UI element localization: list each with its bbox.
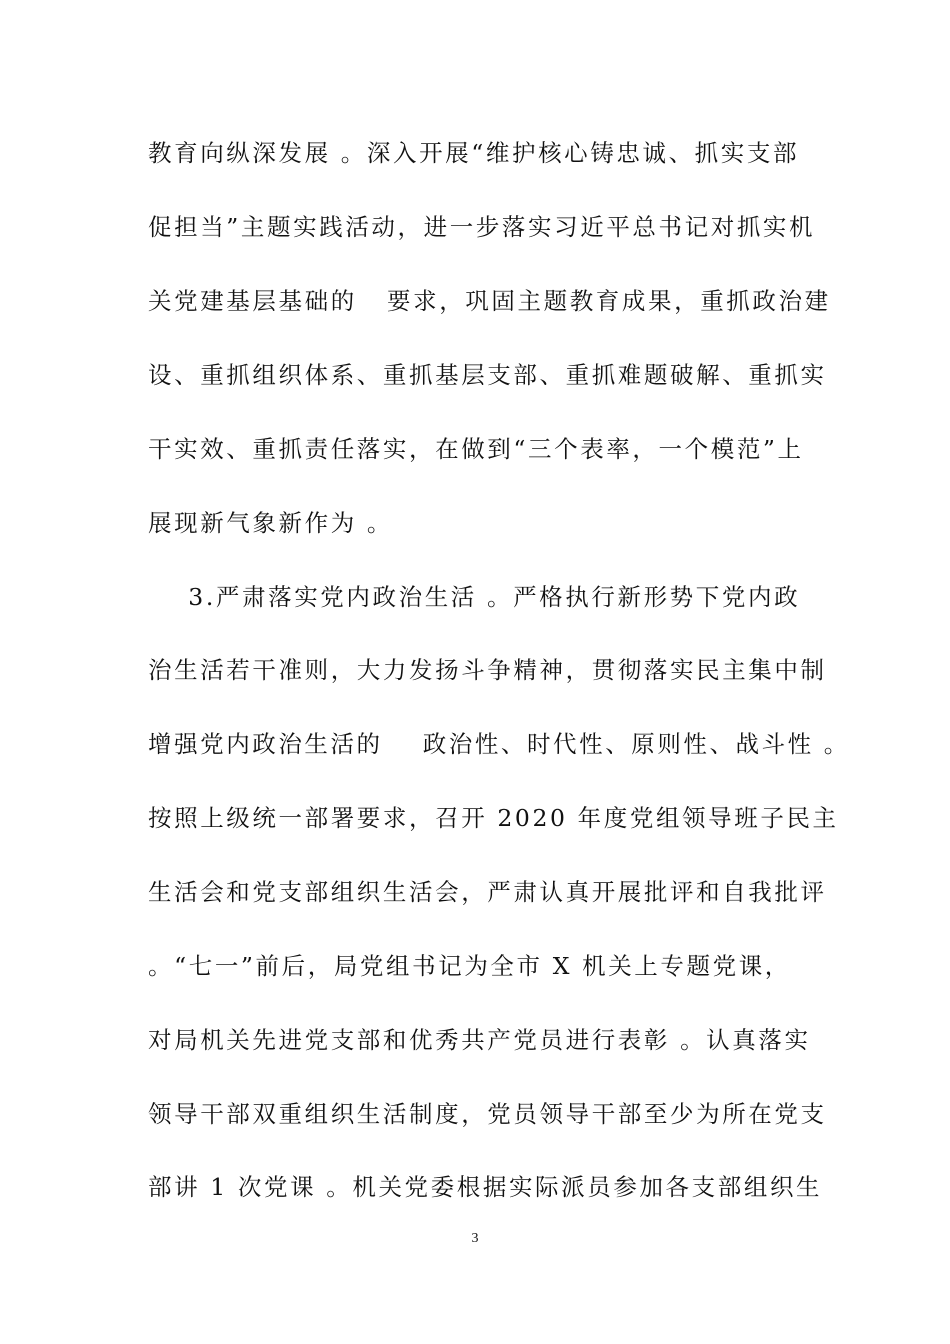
body-text-line: 干实效、重抓责任落实，在做到“三个表率，一个模范”上 (148, 435, 804, 463)
section-heading-line: 3.严肃落实党内政治生活 。严格执行新形势下党内政 (148, 583, 801, 611)
body-text-line: 部讲 1 次党课 。机关党委根据实际派员参加各支部组织生 (148, 1173, 823, 1201)
body-text-line: 。“七一”前后，局党组书记为全市 X 机关上专题党课， (148, 952, 791, 980)
body-text-line: 治生活若干准则，大力发扬斗争精神，贯彻落实民主集中制 (148, 656, 827, 684)
body-text-line: 按照上级统一部署要求，召开 2020 年度党组领导班子民主 (148, 804, 839, 832)
body-text-line: 教育向纵深发展 。深入开展“维护核心铸忠诚、抓实支部 (148, 139, 800, 167)
page-number: 3 (471, 1231, 479, 1246)
body-text-line: 关党建基层基础的 要求，巩固主题教育成果，重抓政治建 (148, 287, 831, 315)
body-text-line: 生活会和党支部组织生活会，严肃认真开展批评和自我批评 (148, 878, 827, 906)
body-text-line: 对局机关先进党支部和优秀共产党员进行表彰 。认真落实 (148, 1026, 811, 1054)
body-text-line: 增强党内政治生活的 政治性、时代性、原则性、战斗性 。 (148, 730, 850, 758)
body-text-line: 展现新气象新作为 。 (148, 509, 393, 537)
body-text-line: 促担当”主题实践活动，进一步落实习近平总书记对抓实机 (148, 213, 816, 241)
body-text-line: 领导干部双重组织生活制度，党员领导干部至少为所在党支 (148, 1100, 827, 1128)
body-text-line: 设、重抓组织体系、重抓基层支部、重抓难题破解、重抓实 (148, 361, 827, 389)
